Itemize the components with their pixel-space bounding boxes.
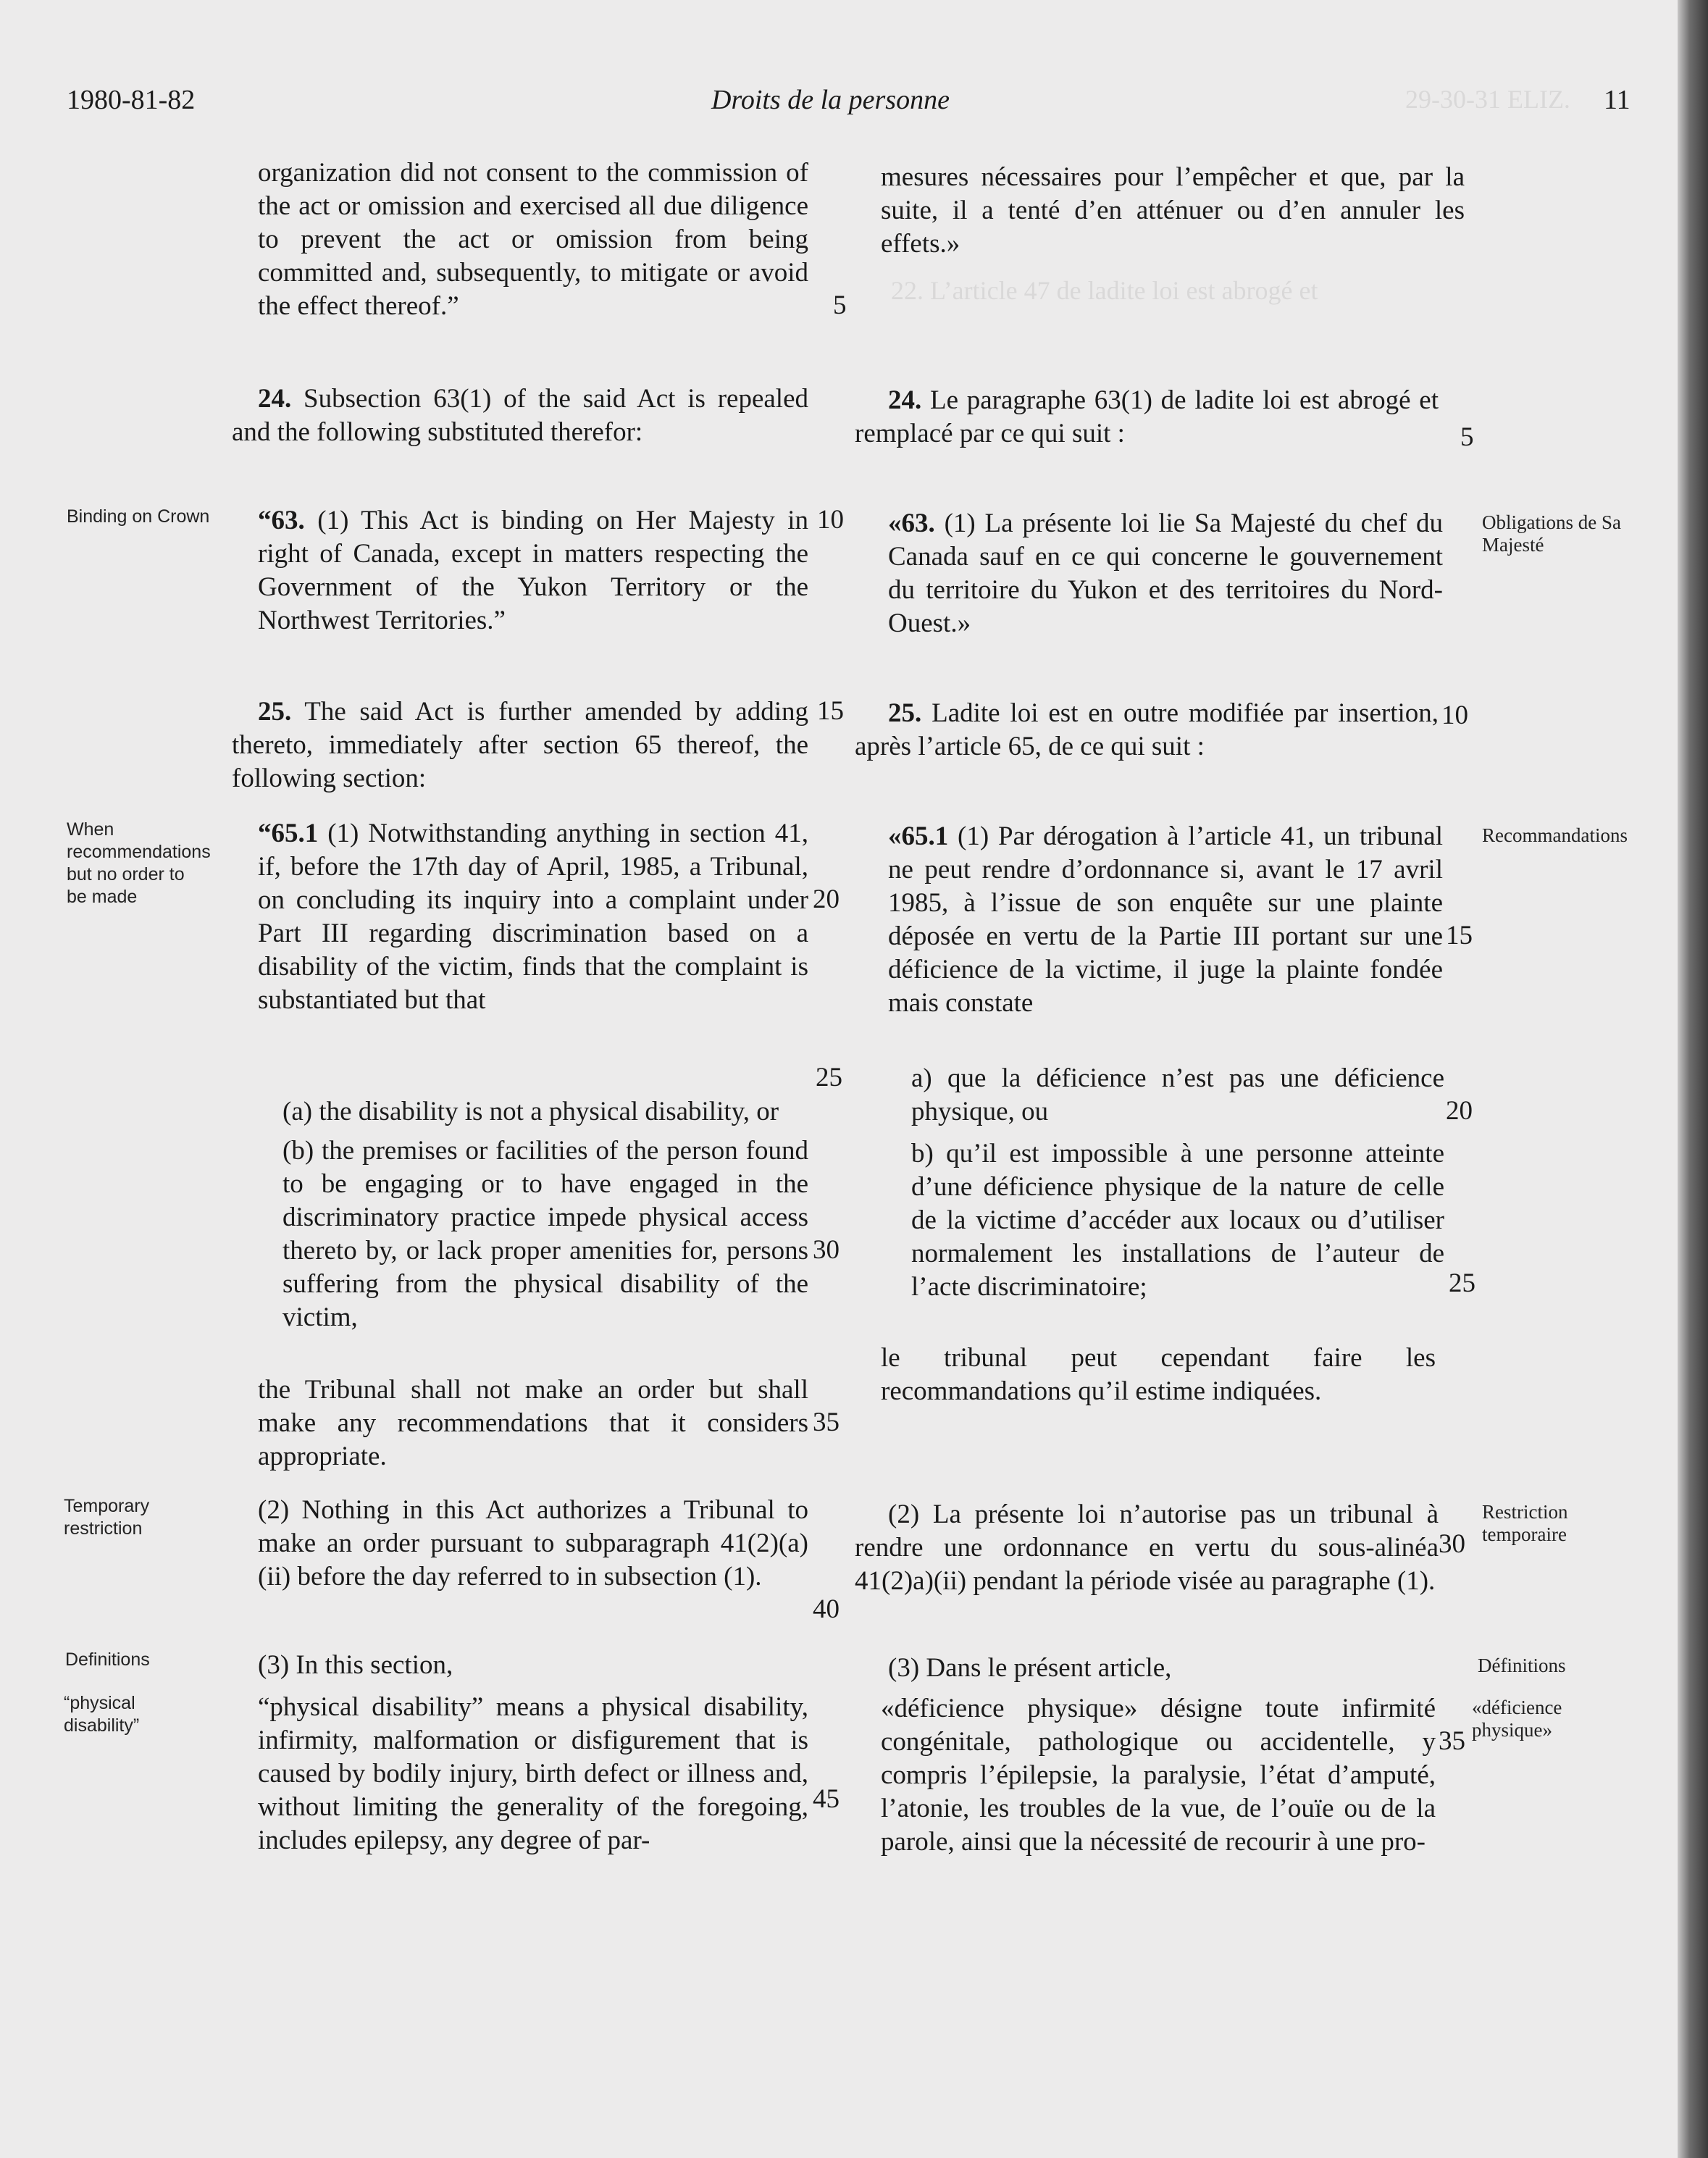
fr-section-65-1 [888, 820, 1443, 1020]
fr-paragraph-continuation [881, 161, 1465, 261]
fr-p1: mesures nécessaires pour l’empêcher et que, par la suite, il a tenté d’en atténuer ou d’en annuler les effets.» [881, 162, 1465, 259]
fr-s651-text: (1) Par dérogation à l’article 41, un tribunal ne peut rendre d’ordonnance si, avant le 17 avril 1985, à l’issue de son enquête sur une plainte déposée en vertu de la Partie III portant sur une déficience de la victime, il juge la plainte fondée mais constate [888, 821, 1444, 1018]
en-subsection-3 [258, 1649, 808, 1682]
en-line-number: 5 [833, 290, 847, 320]
fr-line-number: 20 [1446, 1096, 1473, 1126]
en-s3-text: (3) In this section, [258, 1650, 453, 1680]
fr-item-a-text: a) que la déficience n’est pas une déficience physique, ou [911, 1063, 1444, 1126]
en-s25-number: 25. [258, 697, 292, 727]
margin-note-obligations: Obligations de Sa Majesté [1482, 511, 1621, 556]
fr-s25-number: 25. [888, 698, 922, 728]
en-paragraph-continuation [258, 156, 808, 323]
en-s651-text: (1) Notwithstanding anything in section 41, if, before the 17th day of April, 1985, a Tribunal, on concluding its inquiry into a complaint under Part III regarding discrimination based on a disability of the victim, finds that the complaint is substantiated but that [258, 819, 808, 1015]
margin-note-definitions-fr: Définitions [1478, 1655, 1566, 1676]
en-s651-number: “65.1 [258, 819, 319, 848]
fr-section-25 [855, 697, 1439, 764]
fr-closing [881, 1342, 1436, 1408]
en-item-b [258, 1134, 808, 1334]
fr-closing-text: le tribunal peut cependant faire les recommandations qu’il estime indiquées. [881, 1343, 1436, 1406]
fr-line-number: 30 [1439, 1529, 1465, 1559]
fr-line-number: 35 [1439, 1726, 1465, 1756]
en-s63-text: (1) This Act is binding on Her Majesty in right of Canada, except in matters respecting the Government of the Yukon Territory or the Northwest Territories.” [258, 506, 808, 635]
en-p1: organization did not consent to the commission of the act or omission and exercised all due diligence to prevent the act or omission from being committed and, subsequently, to mitigate or avoid the effect thereof.” [258, 158, 808, 321]
fr-s2-text: (2) La présente loi n’autorise pas un tribunal à rendre une ordonnance en vertu du sous-alinéa 41(2)a)(ii) pendant la période visée au paragraphe (1). [855, 1500, 1439, 1596]
en-section-65-1 [258, 817, 808, 1017]
fr-line-number: 5 [1460, 422, 1474, 452]
page-edge-shadow [1678, 0, 1708, 2158]
header-title: Droits de la personne [711, 85, 950, 115]
en-line-number: 45 [813, 1784, 840, 1814]
en-section-24 [232, 382, 808, 449]
fr-s63-number: «63. [888, 509, 935, 538]
margin-note-recommandations: Recommandations [1482, 824, 1628, 846]
en-item-b-text: (b) the premises or facilities of the person found to be engaging or to have engaged in the discriminatory practice impede physical access thereto by, or lack proper amenities for, persons suffering from the physical disability of the victim, [282, 1136, 808, 1332]
bleed-through-text: 22. L’article 47 de ladite loi est abrogé et [891, 276, 1318, 305]
margin-note-physical-disability: “physical disability” [64, 1693, 140, 1736]
fr-subsection-2 [855, 1498, 1439, 1598]
margin-note-restriction: Restriction temporaire [1482, 1501, 1568, 1545]
fr-item-a [911, 1062, 1444, 1129]
fr-item-b [911, 1137, 1444, 1304]
fr-s63-text: (1) La présente loi lie Sa Majesté du chef du Canada sauf en ce qui concerne le gouvernement du territoire du Yukon et des territoires du Nord-Ouest.» [888, 509, 1444, 638]
fr-definition [881, 1692, 1436, 1859]
en-s24-number: 24. [258, 384, 292, 414]
fr-section-63 [888, 507, 1443, 640]
margin-note-binding-on-crown: Binding on Crown [67, 506, 210, 527]
en-line-number: 20 [813, 884, 840, 914]
en-item-a-text: (a) the disability is not a physical disability, or [282, 1097, 779, 1126]
margin-note-temporary-restriction: Temporary restriction [64, 1496, 150, 1539]
en-line-number: 15 [817, 696, 844, 726]
en-section-63 [258, 504, 808, 637]
en-line-number: 35 [813, 1408, 840, 1437]
fr-s651-number: «65.1 [888, 821, 949, 851]
fr-definition-text: «déficience physique» désigne toute infirmité congénitale, pathologique ou accidentelle, y compris l’épilepsie, la paralysie, l’état d’amputé, l’atonie, les troubles de la vue, de l’ouïe ou de la parole, ainsi que la nécessité de recourir à une pro- [881, 1694, 1436, 1857]
margin-note-recommendations: When recommendations but no order to be made [67, 819, 211, 907]
margin-note-deficience-physique: «déficience physique» [1472, 1697, 1562, 1741]
en-definition [258, 1691, 808, 1857]
margin-note-definitions: Definitions [65, 1649, 150, 1670]
en-subsection-2 [258, 1494, 808, 1594]
en-section-25 [232, 695, 808, 795]
en-s2-text: (2) Nothing in this Act authorizes a Tribunal to make an order pursuant to subparagraph 41(2)(a)(ii) before the day referred to in subsection (1). [258, 1495, 808, 1592]
en-line-number: 10 [817, 505, 844, 535]
en-item-a [258, 1095, 808, 1129]
header-page-number: 11 [1604, 85, 1630, 115]
fr-line-number: 15 [1446, 921, 1473, 950]
en-s24-text: Subsection 63(1) of the said Act is repealed and the following substituted therefor: [232, 384, 808, 447]
fr-s25-text: Ladite loi est en outre modifiée par insertion, après l’article 65, de ce qui suit : [855, 698, 1439, 761]
fr-item-b-text: b) qu’il est impossible à une personne atteinte d’une déficience physique de la nature de celle de la victime d’accéder aux locaux ou d’utiliser normalement les installations de l’auteur de l’acte discriminatoire; [911, 1139, 1444, 1302]
bleed-through-header: 29-30-31 ELIZ. [1405, 85, 1570, 114]
fr-s24-text: Le paragraphe 63(1) de ladite loi est abrogé et remplacé par ce qui suit : [855, 385, 1439, 448]
en-s25-text: The said Act is further amended by adding thereto, immediately after section 65 thereof, the following section: [232, 697, 808, 793]
en-line-number: 40 [813, 1594, 840, 1624]
fr-line-number: 25 [1449, 1268, 1475, 1298]
fr-subsection-3 [888, 1652, 1468, 1685]
fr-line-number: 10 [1441, 700, 1468, 730]
en-line-number: 25 [816, 1063, 842, 1092]
en-s63-number: “63. [258, 506, 305, 535]
en-definition-text: “physical disability” means a physical disability, infirmity, malformation or disfigurement that is caused by bodily injury, birth defect or illness and, without limiting the generality of the foregoing, includes epilepsy, any degree of par- [258, 1692, 808, 1855]
en-line-number: 30 [813, 1235, 840, 1265]
fr-section-24 [855, 384, 1439, 451]
fr-s24-number: 24. [888, 385, 922, 415]
fr-s3-text: (3) Dans le présent article, [888, 1653, 1172, 1683]
en-closing [258, 1373, 808, 1473]
header-year: 1980-81-82 [67, 85, 196, 115]
en-closing-text: the Tribunal shall not make an order but shall make any recommendations that it considers appropriate. [258, 1375, 808, 1471]
